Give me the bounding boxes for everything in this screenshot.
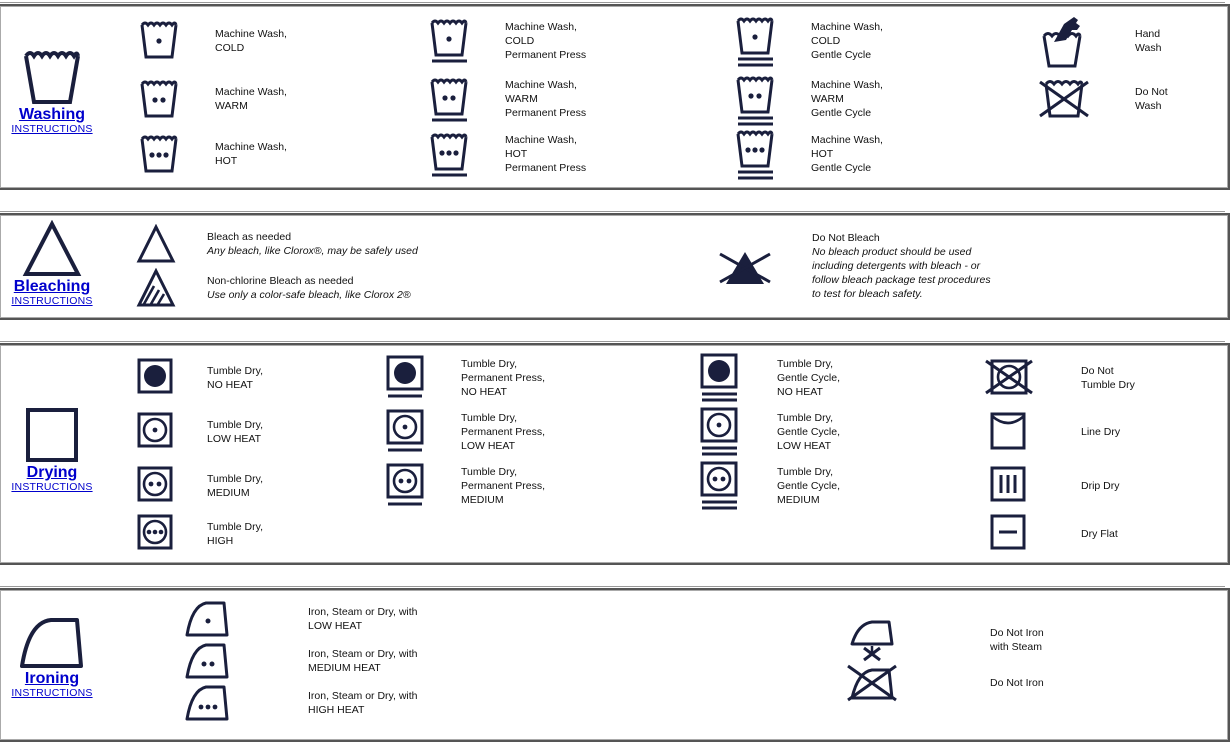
do-not-iron-label: Do Not Iron bbox=[990, 677, 1044, 689]
wash-cold-gentle-label: Machine Wash, COLD Gentle Cycle bbox=[811, 21, 883, 61]
washing-title-link[interactable]: Washing bbox=[18, 106, 86, 123]
non-chlorine-bleach-desc: Use only a color-safe bleach, like Clorox 2® bbox=[207, 289, 411, 301]
do-not-bleach-title: Do Not Bleach bbox=[812, 232, 880, 244]
line-dry-icon bbox=[990, 412, 1026, 450]
tumble-dry-gentle-low-heat-label: Tumble Dry, Gentle Cycle, LOW HEAT bbox=[777, 412, 841, 452]
do-not-wash-icon bbox=[1038, 78, 1090, 120]
non-chlorine-bleach-icon bbox=[136, 268, 176, 308]
do-not-wash-label: Do Not Wash bbox=[1135, 86, 1168, 112]
iron-high-heat-icon bbox=[184, 684, 230, 722]
bleaching-panel bbox=[0, 213, 1230, 320]
tumble-dry-permanent-press-no-heat-icon bbox=[386, 355, 424, 399]
do-not-tumble-dry-label: Do Not Tumble Dry bbox=[1081, 365, 1135, 391]
drying-square-icon bbox=[22, 406, 82, 464]
iron-low-heat-icon bbox=[184, 600, 230, 638]
drying-instructions-link[interactable]: INSTRUCTIONS bbox=[11, 481, 93, 493]
hand-wash-label: Hand Wash bbox=[1135, 28, 1162, 54]
wash-hot-gentle-label: Machine Wash, HOT Gentle Cycle bbox=[811, 134, 883, 174]
ironing-header bbox=[0, 612, 104, 700]
do-not-iron-with-steam-icon bbox=[846, 618, 898, 662]
dry-flat-icon bbox=[990, 514, 1026, 550]
tumble-dry-gentle-medium-label: Tumble Dry, Gentle Cycle, MEDIUM bbox=[777, 466, 841, 506]
do-not-tumble-dry-icon bbox=[984, 359, 1034, 395]
tumble-dry-permanent-press-low-heat-icon bbox=[386, 409, 424, 453]
drip-dry-icon bbox=[990, 466, 1026, 502]
wash-hot-icon bbox=[139, 134, 179, 174]
wash-cold-permanent-press-icon bbox=[429, 18, 471, 64]
tumble-dry-high-label: Tumble Dry, HIGH bbox=[207, 521, 264, 547]
iron-high-heat-label: Iron, Steam or Dry, with HIGH HEAT bbox=[308, 690, 418, 716]
wash-warm-permanent-press-label: Machine Wash, WARM Permanent Press bbox=[505, 79, 587, 119]
wash-hot-gentle-icon bbox=[735, 129, 777, 181]
dry-flat-label: Dry Flat bbox=[1081, 528, 1118, 540]
wash-cold-gentle-icon bbox=[735, 16, 777, 68]
tumble-dry-medium-icon bbox=[137, 466, 173, 502]
tumble-dry-no-heat-label: Tumble Dry, NO HEAT bbox=[207, 365, 264, 391]
do-not-bleach-icon bbox=[718, 246, 772, 288]
iron-medium-heat-label: Iron, Steam or Dry, with MEDIUM HEAT bbox=[308, 648, 418, 674]
bleach-as-needed-desc: Any bleach, like Clorox®, may be safely used bbox=[207, 245, 418, 257]
wash-warm-icon bbox=[139, 79, 179, 119]
wash-hot-permanent-press-icon bbox=[429, 132, 471, 178]
tumble-dry-low-heat-icon bbox=[137, 412, 173, 448]
ironing-iron-icon bbox=[17, 612, 87, 670]
drying-title-link[interactable]: Drying bbox=[26, 464, 78, 481]
tumble-dry-gentle-medium-icon bbox=[700, 461, 740, 511]
ironing-instructions-link[interactable]: INSTRUCTIONS bbox=[11, 687, 93, 699]
do-not-iron-icon bbox=[846, 664, 898, 702]
tumble-dry-high-icon bbox=[137, 514, 173, 550]
tumble-dry-no-heat-icon bbox=[137, 358, 173, 394]
tumble-dry-permanent-press-low-heat-label: Tumble Dry, Permanent Press, LOW HEAT bbox=[461, 412, 546, 452]
wash-cold-permanent-press-label: Machine Wash, COLD Permanent Press bbox=[505, 21, 587, 61]
non-chlorine-bleach-title: Non-chlorine Bleach as needed bbox=[207, 275, 354, 287]
tumble-dry-low-heat-label: Tumble Dry, LOW HEAT bbox=[207, 419, 264, 445]
drip-dry-label: Drip Dry bbox=[1081, 480, 1120, 492]
drying-panel bbox=[0, 343, 1230, 565]
ironing-title-link[interactable]: Ironing bbox=[24, 670, 80, 687]
bleaching-header bbox=[0, 220, 104, 308]
washing-instructions-link[interactable]: INSTRUCTIONS bbox=[11, 123, 93, 135]
do-not-iron-with-steam-label: Do Not Iron with Steam bbox=[990, 627, 1044, 653]
iron-low-heat-label: Iron, Steam or Dry, with LOW HEAT bbox=[308, 606, 418, 632]
wash-warm-gentle-icon bbox=[735, 75, 777, 127]
bleaching-instructions-link[interactable]: INSTRUCTIONS bbox=[11, 295, 93, 307]
bleach-as-needed-icon bbox=[136, 224, 176, 264]
bleaching-triangle-icon bbox=[22, 220, 82, 278]
washing-tub-icon bbox=[22, 48, 82, 106]
tumble-dry-permanent-press-medium-icon bbox=[386, 463, 424, 507]
iron-medium-heat-icon bbox=[184, 642, 230, 680]
wash-cold-label: Machine Wash, COLD bbox=[215, 28, 287, 54]
wash-hot-label: Machine Wash, HOT bbox=[215, 141, 287, 167]
wash-warm-permanent-press-icon bbox=[429, 77, 471, 123]
tumble-dry-permanent-press-medium-label: Tumble Dry, Permanent Press, MEDIUM bbox=[461, 466, 546, 506]
hand-wash-icon bbox=[1040, 14, 1084, 68]
line-dry-label: Line Dry bbox=[1081, 426, 1121, 438]
tumble-dry-medium-label: Tumble Dry, MEDIUM bbox=[207, 473, 264, 499]
bleaching-title-link[interactable]: Bleaching bbox=[13, 278, 91, 295]
drying-header bbox=[0, 406, 104, 494]
bleach-as-needed-title: Bleach as needed bbox=[207, 231, 292, 243]
wash-cold-icon bbox=[139, 20, 179, 60]
tumble-dry-gentle-no-heat-label: Tumble Dry, Gentle Cycle, NO HEAT bbox=[777, 358, 841, 398]
washing-header bbox=[0, 48, 104, 136]
wash-warm-gentle-label: Machine Wash, WARM Gentle Cycle bbox=[811, 79, 883, 119]
tumble-dry-gentle-no-heat-icon bbox=[700, 353, 740, 403]
tumble-dry-permanent-press-no-heat-label: Tumble Dry, Permanent Press, NO HEAT bbox=[461, 358, 546, 398]
do-not-bleach-desc: No bleach product should be used including detergents with bleach - or follow bleach package test procedures to test for bleach safety. bbox=[812, 246, 991, 300]
wash-warm-label: Machine Wash, WARM bbox=[215, 86, 287, 112]
tumble-dry-gentle-low-heat-icon bbox=[700, 407, 740, 457]
wash-hot-permanent-press-label: Machine Wash, HOT Permanent Press bbox=[505, 134, 587, 174]
